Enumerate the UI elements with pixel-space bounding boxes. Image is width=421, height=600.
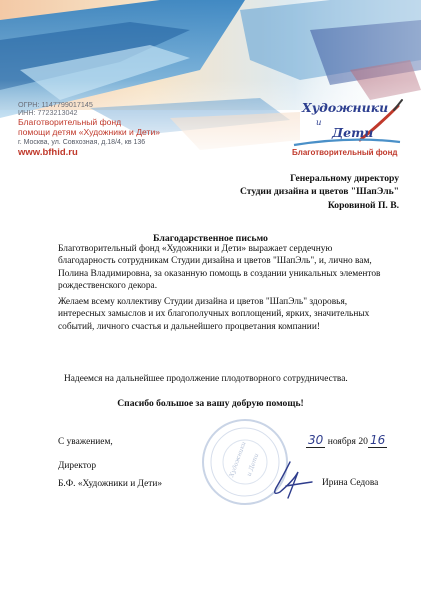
date-year-prefix: 20 — [358, 436, 368, 447]
svg-text:Художники: Художники — [228, 440, 248, 479]
signer-position: Директор — [58, 461, 97, 471]
ogrn-text: ОГРН: 1147799017145 — [18, 100, 93, 109]
website-link[interactable]: www.bfhid.ru — [18, 147, 78, 159]
letter-title: Благодарственное письмо — [153, 233, 268, 244]
date-year-suffix: 16 — [369, 433, 386, 447]
signer-name: Ирина Седова — [322, 478, 379, 488]
contact-block — [18, 101, 160, 159]
organization-name-line2: помощи детям «Художники и Дети» — [18, 126, 161, 137]
thanks-line: Спасибо большое за вашу добрую помощь! — [117, 398, 304, 409]
addressee-position: Генеральному директору — [290, 173, 399, 184]
logo-subtitle: Благотворительный фонд — [292, 148, 398, 157]
logo-word-2: и — [316, 118, 322, 128]
addressee-name: Коровиной П. В. — [327, 199, 399, 211]
logo-word-3: Дети — [332, 125, 374, 140]
letter-paragraph-3: Надеемся на дальнейшее продолжение плодотворного сотрудничества. — [64, 374, 348, 384]
signer-organization: Б.Ф. «Художники и Дети» — [58, 479, 163, 489]
letter-paragraph-1: Благотворительный фонд «Художники и Дети» выражает сердечную благодарность сотрудникам Студии дизайна и цветов "ШапЭль", и, лично вам, Полина Владимировна, за оказанную помощь в создании уникальных элементов рождественского декора. — [58, 244, 381, 291]
inn-text: ИНН: 7723213042 — [18, 108, 78, 118]
regards-text: С уважением, — [58, 437, 113, 447]
logo-word-1: Художники — [302, 100, 389, 115]
letter-paragraph-2: Желаем всему коллективу Студии дизайна и цветов "ШапЭль" здоровья, интересных замыслов и их благополучных воплощений, ярких, значительных событий, личного счастья и дальнейшего процветания компании! — [58, 297, 370, 332]
addressee-block — [240, 172, 399, 212]
date-month: ноября — [327, 436, 356, 447]
address-text: г. Москва, ул. Совхозная, д.18/4, кв 136 — [18, 139, 146, 147]
svg-text:и Дети: и Дети — [245, 452, 261, 478]
handwritten-signature — [268, 458, 318, 502]
addressee-company: Студии дизайна и цветов "ШапЭль" — [239, 186, 399, 198]
foundation-logo — [290, 96, 408, 165]
organization-name-line1: Благотворительный фонд — [18, 116, 122, 127]
letterhead-banner — [0, 0, 421, 165]
date-day: 30 — [308, 433, 324, 447]
letter-date — [306, 433, 387, 448]
